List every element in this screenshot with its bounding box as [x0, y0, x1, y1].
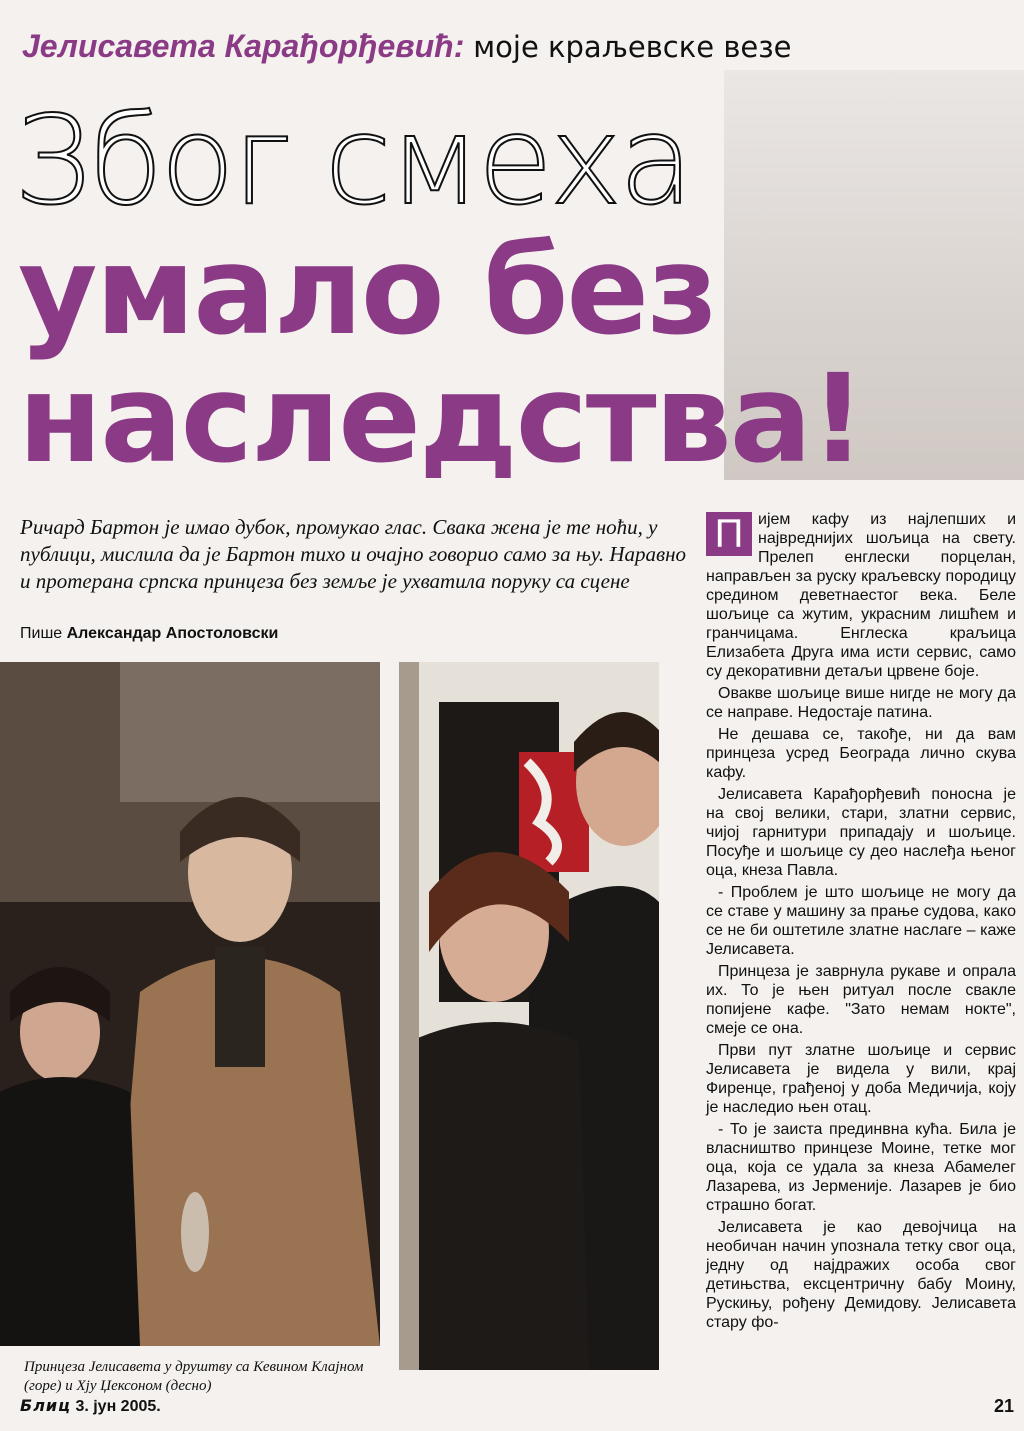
author-prefix: Пише — [20, 625, 63, 642]
photo-caption: Принцеза Јелисавета у друштву са Кевином Клајном (горе) и Хју Џексоном (десно) — [24, 1359, 364, 1394]
kicker — [22, 28, 792, 65]
body-paragraph-7: Први пут златне шољице и сервис Јелисавета је видела у вили, крај Фиренце, грађеној у доба Медичија, коју је наследио њен отац. — [706, 1042, 1016, 1116]
body-paragraph-3: Не дешава се, такође, ни да вам принцеза усред Београда лично скува кафу. — [706, 726, 1016, 781]
photo-kevin-kline — [0, 662, 380, 1346]
body-paragraph-1-text: ијем кафу из најлепших и највреднијих шољица на свету. Прелеп енглески порцелан, направљен за руску краљевску породицу средином деветнаестог века. Беле шољице са жутим, украсним лишћем и гранчицама. Енглеска краљица Елизабета Друга има исти сервис, само су декоративни детаљи црвене боје. — [706, 511, 1016, 680]
issue-date: 3. јун 2005. — [75, 1398, 161, 1415]
article-body — [706, 510, 1016, 1335]
kicker-name: Јелисавета Карађорђевић: — [22, 28, 465, 64]
body-paragraph-9: Јелисавета је као девојчица на необичан начин упознала тетку свог оца, једну од најдражих особа свог детињства, ексцентричну бабу Моину, Рускињу, рођену Демидову. Јелисавета стару фо- — [706, 1219, 1016, 1331]
kicker-topic: моје краљевске везе — [473, 30, 792, 64]
dropcap: П — [706, 512, 752, 556]
page-footer — [20, 1396, 1014, 1420]
page-number: 21 — [993, 1396, 1014, 1416]
body-paragraph-5: - Проблем је што шољице не могу да се ставе у машину за прање судова, како се не би оштетиле златне наслаге – каже Јелисавета. — [706, 884, 1016, 958]
headline-line-1: Због смеха — [14, 90, 691, 232]
photo-hugh-jackman-illustration — [399, 662, 659, 1370]
body-paragraph-8: - То је заиста прединвна кућа. Била је власништво принцезе Моине, тетке мог оца, која се удала за кнеза Абамелег Лазарева, из Јерменије. Лазарев је био страшно богат. — [706, 1121, 1016, 1214]
photo-hugh-jackman — [399, 662, 659, 1370]
headline-line-3: наследства! — [18, 348, 864, 490]
photo-kevin-kline-illustration — [0, 662, 380, 1346]
author-byline — [20, 625, 278, 643]
author-name: Александар Апостоловски — [66, 625, 279, 642]
magazine-logo: Блиц — [20, 1396, 71, 1415]
body-paragraph-1 — [706, 510, 1016, 681]
body-paragraph-2: Овакве шољице више нигде не могу да се направе. Недостаје патина. — [706, 685, 1016, 721]
body-paragraph-6: Принцеза је заврнула рукаве и опрала их. То је њен ритуал после свакле попијене кафе. "Зато немам нокте", смеје се она. — [706, 963, 1016, 1037]
body-paragraph-4: Јелисавета Карађорђевић поносна је на свој велики, стари, златни сервис, чијој гарнитури припадају и шољице. Посуђе и шољице су део наслеђа њеног оца, кнеза Павла. — [706, 786, 1016, 879]
headline-line-2: умало без — [18, 220, 717, 362]
lead-paragraph: Ричард Бартон је имао дубок, промукао глас. Свака жена је те ноћи, у публици, мислила да је Бартон тихо и очајно говорио само за њу. Наравно и протерана српска принцеза без земље је ухватила поруку са сцене — [20, 515, 687, 593]
